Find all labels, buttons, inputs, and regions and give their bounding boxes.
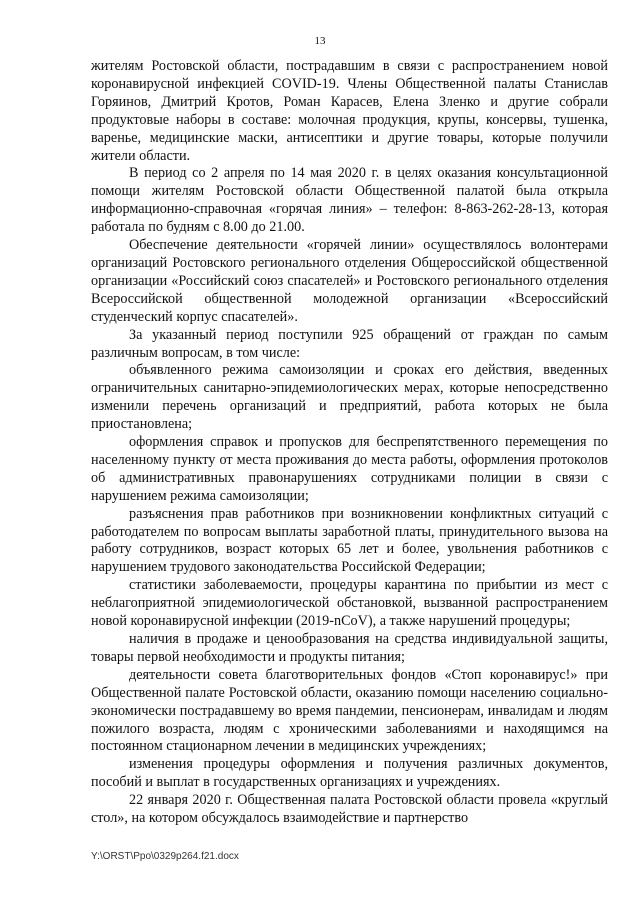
list-item-charity-council: деятельности совета благотворительных фондов «Стоп коронавирус!» при Общественной палате Ростовской области, оказанию помощи населению социально-экономически пострадавшему во время пандемии, пенсионерам, инвалидам и людям пожилого возраста, людям с хроническими заболеваниями и находящимся на постоянном стационарном лечении в медицинских учреждениях;	[91, 666, 608, 755]
paragraph-round-table: 22 января 2020 г. Общественная палата Ростовской области провела «круглый стол», на котором обсуждалось взаимодействие и партнерство	[91, 792, 608, 827]
paragraph-hotline-period: В период со 2 апреля по 14 мая 2020 г. в целях оказания консультационной помощи жителям Ростовской области Общественной палатой была открыла информационно-справочная «горячая линия» – телефон: 8-863-262-28-13, которая работала по будням с 8.00 до 21.00.	[91, 165, 608, 236]
page-number: 13	[314, 35, 326, 47]
list-item-worker-rights: разъяснения прав работников при возникновении конфликтных ситуаций с работодателем по вопросам выплаты заработной платы, принудительного вызова на работу сотрудников, возраст которых 65 лет и более, увольнения работников с нарушением трудового законодательства Российской Федерации;	[91, 505, 608, 576]
list-item-ppe-prices: наличия в продаже и ценообразования на средства индивидуальной защиты, товары первой необходимости и продукты питания;	[91, 631, 608, 665]
list-item-statistics: статистики заболеваемости, процедуры карантина по прибытии из мест с неблагоприятной эпидемиологической обстановкой, вызванной распространением новой коронавирусной инфекции (2019-nCoV), а также нарушений процедуры;	[91, 577, 608, 630]
paragraph-requests-intro: За указанный период поступили 925 обращений от граждан по самым различным вопросам, в том числе:	[91, 326, 608, 361]
list-item-passes: оформления справок и пропусков для беспрепятственного перемещения по населенному пункту от места проживания до места работы, оформления протоколов об административных правонарушениях сотрудниками полиции в связи с нарушением режима самоизоляции;	[91, 434, 608, 504]
list-item-documents: изменения процедуры оформления и получения различных документов, пособий и выплат в государственных организациях и учреждениях.	[91, 756, 608, 791]
document-body	[91, 58, 608, 828]
footer-file-path: Y:\ORST\Ppo\0329p264.f21.docx	[91, 851, 239, 862]
paragraph-continuation: жителям Ростовской области, пострадавшим в связи с распространением новой коронавирусной инфекцией COVID-19. Члены Общественной палаты Станислав Горяинов, Дмитрий Кротов, Роман Карасев, Елена Зленко и другие собрали продуктовые наборы в составе: молочная продукция, крупы, консервы, тушенка, варенье, медицинские маски, антисептики и другие товары, которые получили жители области.	[91, 58, 608, 164]
paragraph-hotline-volunteers: Обеспечение деятельности «горячей линии» осуществлялось волонтерами организаций Ростовского регионального отделения Общероссийской общественной организации «Российский союз спасателей» и Ростовского регионального отделения Всероссийской общественной молодежной организации «Всероссийский студенческий корпус спасателей».	[91, 237, 608, 325]
list-item-self-isolation: объявленного режима самоизоляции и сроках его действия, введенных ограничительных санитарно-эпидемиологических мерах, которые непосредственно изменили перечень организаций и предприятий, работа которых не была приостановлена;	[91, 362, 608, 433]
